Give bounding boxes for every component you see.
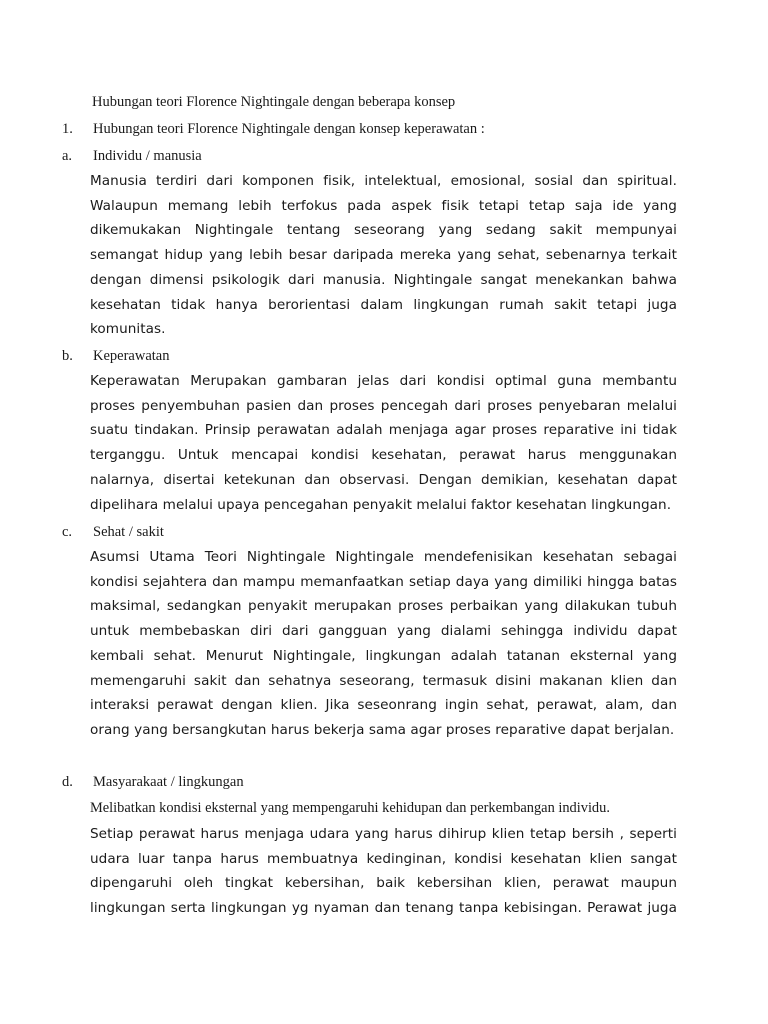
item-marker-b: b.	[62, 348, 73, 364]
item-body-individu: Manusia terdiri dari komponen fisik, intelektual, emosional, sosial dan spiritual. Walaupun memang lebih terfokus pada aspek fisik tetapi tetap saja ide yang dikemukakan Nightingale tentang seseorang yang sedang sakit mempunyai semangat hidup yang lebih besar daripada mereka yang sehat, sebenarnya terkait dengan dimensi psikologik dari manusia. Nightingale sangat menekankan bahwa kesehatan tidak hanya berorientasi dalam lingkungan rumah sakit tetapi juga komunitas.	[90, 173, 677, 338]
item-body-masyarakat: Setiap perawat harus menjaga udara yang harus dihirup klien tetap bersih , seperti udara luar tanpa harus membuatnya kedinginan, kondisi kesehatan klien sangat dipengaruhi oleh tingkat kebersihan, baik kebersihan klien, perawat maupun lingkungan serta lingkungan yg nyaman dan tenang tanpa kebisingan. Perawat juga	[90, 826, 677, 917]
item-body-masyarakat-first-line: Melibatkan kondisi eksternal yang mempengaruhi kehidupan dan perkembangan individu.	[90, 800, 610, 816]
item-title-sehat-sakit: Sehat / sakit	[93, 524, 164, 540]
item-body-keperawatan: Keperawatan Merupakan gambaran jelas dari kondisi optimal guna membantu proses penyembuhan pasien dan proses pencegah dari proses penyebaran melalui suatu tindakan. Prinsip perawatan adalah menjaga agar proses reparative ini tidak terganggu. Untuk mencapai kondisi kesehatan, perawat harus menggunakan nalarnya, disertai ketekunan dan observasi. Dengan demikian, kesehatan dapat dipelihara melalui upaya pencegahan penyakit melalui faktor kesehatan lingkungan.	[90, 373, 677, 513]
item-title-masyarakat: Masyarakaat / lingkungan	[93, 774, 244, 790]
item-body-sehat-sakit: Asumsi Utama Teori Nightingale Nightingale mendefenisikan kesehatan sebagai kondisi sejahtera dan mampu memanfaatkan setiap daya yang dimiliki hingga batas maksimal, sedangkan penyakit merupakan proses perbaikan yang dilakukan tubuh untuk membebaskan diri dari gangguan yang dialami sehingga individu dapat kembali sehat. Menurut Nightingale, lingkungan adalah tatanan eksternal yang memengaruhi sakit dan sehatnya seseorang, termasuk disini makanan klien dan interaksi perawat dengan klien. Jika seseonrang ingin sehat, perawat, alam, dan orang yang bersangkutan harus bekerja sama agar proses reparative dapat berjalan.	[90, 549, 677, 738]
item-title-keperawatan: Keperawatan	[93, 348, 170, 364]
item-title-individu: Individu / manusia	[93, 148, 202, 164]
item-marker-d: d.	[62, 774, 73, 790]
section-title: Hubungan teori Florence Nightingale dengan konsep keperawatan :	[93, 121, 485, 137]
section-number: 1.	[62, 121, 73, 137]
item-marker-c: c.	[62, 524, 73, 540]
item-marker-a: a.	[62, 148, 73, 164]
document-heading: Hubungan teori Florence Nightingale dengan beberapa konsep	[92, 94, 456, 110]
